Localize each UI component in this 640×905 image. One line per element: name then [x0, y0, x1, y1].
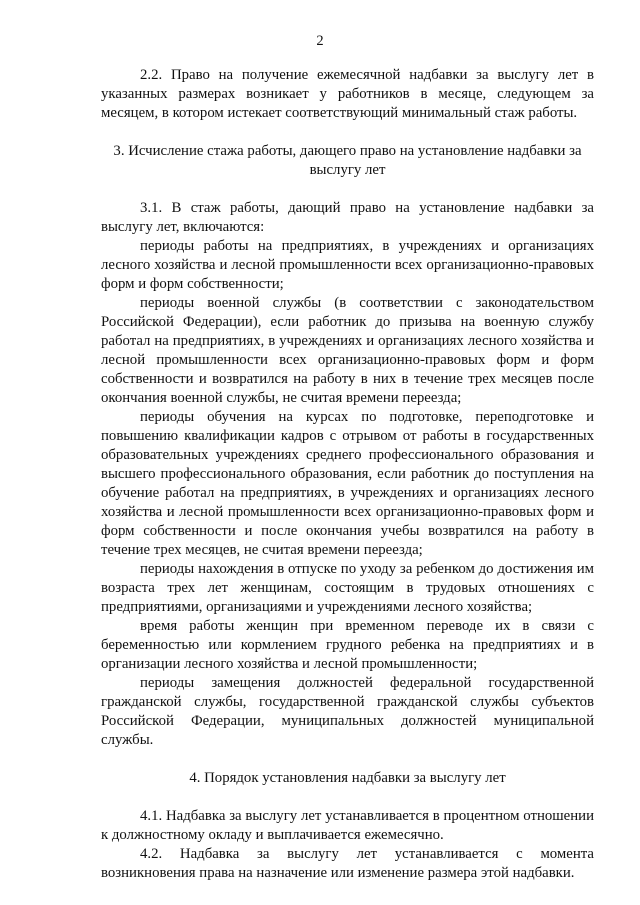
list-item-childcare-leave: периоды нахождения в отпуске по уходу за ребенком до достижения им возраста трех лет женщинам, состоящим в трудовых отношениях с предприятиями, организациями и учреждениями лесного хозяйства;: [101, 561, 594, 615]
page-number: 2: [316, 33, 324, 49]
paragraph-4-2: 4.2. Надбавка за выслугу лет устанавливается с момента возникновения права на назначение или изменение размера этой надбавки.: [101, 846, 594, 881]
list-item-pregnancy-transfer: время работы женщин при временном переводе их в связи с беременностью или кормлением грудного ребенка на предприятиях и в организации лесного хозяйства и лесной промышленности;: [101, 618, 594, 672]
paragraph-3-1: 3.1. В стаж работы, дающий право на установление надбавки за выслугу лет, включаются:: [101, 200, 594, 235]
section-heading-4: 4. Порядок установления надбавки за выслугу лет: [189, 770, 506, 786]
list-item-military-service: периоды военной службы (в соответствии с законодательством Российской Федерации), если работник до призыва на военную службу работал на предприятиях, в учреждениях и организациях лесного хозяйства и лесной промышленности всех организационно-правовых форм и форм собственности и возвратился на работу в них в течение трех месяцев после окончания военной службы, не считая времени переезда;: [101, 295, 594, 406]
list-item-work-periods: периоды работы на предприятиях, в учреждениях и организациях лесного хозяйства и лесной промышленности всех организационно-правовых форм и форм собственности;: [101, 238, 594, 292]
paragraph-2-2: 2.2. Право на получение ежемесячной надбавки за выслугу лет в указанных размерах возникает у работников в месяце, следующем за месяцем, в котором истекает соответствующий минимальный стаж работы.: [101, 67, 594, 121]
list-item-civil-service: периоды замещения должностей федеральной государственной гражданской службы, государственной гражданской службы субъектов Российской Федерации, муниципальных должностей муниципальной службы.: [101, 675, 594, 748]
section-heading-3: 3. Исчисление стажа работы, дающего право на установление надбавки за выслугу лет: [113, 143, 582, 178]
list-item-training-courses: периоды обучения на курсах по подготовке, переподготовке и повышению квалификации кадров с отрывом от работы в государственных образовательных учреждениях среднего профессионального образования и высшего профессионального образования, если работник до поступления на обучение работал на предприятиях, в учреждениях и организациях лесного хозяйства и лесной промышленности всех организационно-правовых форм и форм собственности и после окончания учебы возвратился на работу в течение трех месяцев, не считая времени переезда;: [101, 409, 594, 558]
document-body: [101, 66, 594, 883]
paragraph-4-1: 4.1. Надбавка за выслугу лет устанавливается в процентном отношении к должностному окладу и выплачивается ежемесячно.: [101, 808, 594, 843]
